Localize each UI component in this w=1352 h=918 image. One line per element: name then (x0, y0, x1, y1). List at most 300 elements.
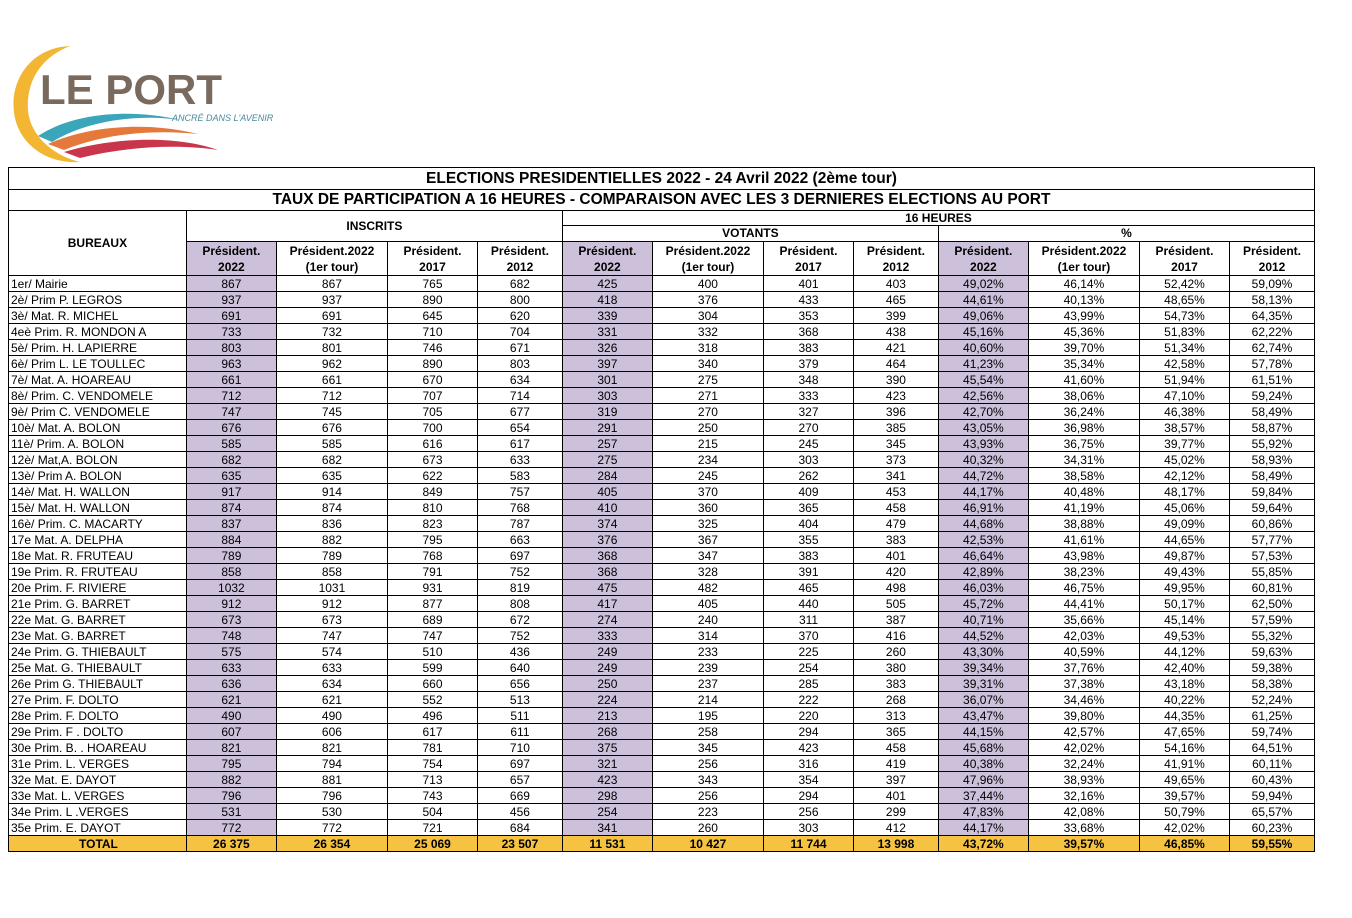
table-cell: 963 (186, 356, 276, 372)
table-cell: 733 (186, 324, 276, 340)
table-cell: 49,43% (1140, 564, 1230, 580)
table-cell: 433 (764, 292, 854, 308)
table-cell: 11 531 (562, 836, 652, 852)
bureau-name: 8è/ Prim. C. VENDOMELE (9, 388, 187, 404)
table-cell: 621 (276, 692, 387, 708)
table-cell: 26 375 (186, 836, 276, 852)
table-cell: 61,51% (1229, 372, 1314, 388)
table-cell: 752 (477, 564, 562, 580)
table-cell: 62,50% (1229, 596, 1314, 612)
table-cell: 721 (388, 820, 478, 836)
table-row (9, 356, 1315, 372)
table-cell: 796 (186, 788, 276, 804)
table-cell: 38,57% (1140, 420, 1230, 436)
table-cell: 795 (186, 756, 276, 772)
table-cell: 65,57% (1229, 804, 1314, 820)
table-cell: 59,38% (1229, 660, 1314, 676)
table-cell: 383 (764, 548, 854, 564)
table-cell: 50,79% (1140, 804, 1230, 820)
table-cell: 285 (764, 676, 854, 692)
table-cell: 423 (853, 388, 938, 404)
column-header-line2: 2022 (594, 259, 621, 274)
table-cell: 458 (853, 500, 938, 516)
table-cell: 250 (562, 676, 652, 692)
column-header (1229, 242, 1314, 276)
table-cell: 51,94% (1140, 372, 1230, 388)
table-cell: 819 (477, 580, 562, 596)
table-cell: 59,84% (1229, 484, 1314, 500)
table-cell: 256 (764, 804, 854, 820)
table-cell: 616 (388, 436, 478, 452)
column-header-line2: 2012 (1258, 259, 1286, 274)
table-cell: 343 (652, 772, 763, 788)
table-cell: 496 (388, 708, 478, 724)
table-cell: 49,95% (1140, 580, 1230, 596)
table-cell: 220 (764, 708, 854, 724)
table-cell: 224 (562, 692, 652, 708)
table-cell: 61,25% (1229, 708, 1314, 724)
table-cell: 1031 (276, 580, 387, 596)
table-cell: 345 (853, 436, 938, 452)
table-cell: 673 (388, 452, 478, 468)
table-cell: 332 (652, 324, 763, 340)
table-cell: 423 (764, 740, 854, 756)
table-cell: 294 (764, 724, 854, 740)
table-cell: 874 (186, 500, 276, 516)
table-cell: 380 (853, 660, 938, 676)
table-cell: 405 (652, 596, 763, 612)
table-cell: 383 (764, 340, 854, 356)
table-cell: 401 (764, 276, 854, 292)
table-cell: 34,31% (1028, 452, 1139, 468)
table-cell: 294 (764, 788, 854, 804)
table-cell: 633 (186, 660, 276, 676)
table-row (9, 612, 1315, 628)
table-cell: 881 (276, 772, 387, 788)
table-cell: 677 (477, 404, 562, 420)
table-cell: 37,38% (1028, 676, 1139, 692)
table-cell: 669 (477, 788, 562, 804)
table-cell: 45,14% (1140, 612, 1230, 628)
table-cell: 682 (186, 452, 276, 468)
bureau-name: 4eè Prim. R. MONDON A (9, 324, 187, 340)
table-cell: 375 (562, 740, 652, 756)
column-header-line2: 2012 (506, 259, 534, 274)
table-cell: 511 (477, 708, 562, 724)
table-cell: 45,36% (1028, 324, 1139, 340)
table-cell: 823 (388, 516, 478, 532)
table-cell: 676 (186, 420, 276, 436)
table-cell: 620 (477, 308, 562, 324)
bureau-name: 27e Prim. F. DOLTO (9, 692, 187, 708)
table-cell: 46,85% (1140, 836, 1230, 852)
table-cell: 44,35% (1140, 708, 1230, 724)
table-cell: 663 (477, 532, 562, 548)
table-cell: 383 (853, 532, 938, 548)
bureau-name: 25e Mat. G. THIEBAULT (9, 660, 187, 676)
table-cell: 40,71% (938, 612, 1028, 628)
table-cell: 270 (652, 404, 763, 420)
bureau-name: 11è/ Prim. A. BOLON (9, 436, 187, 452)
table-cell: 41,91% (1140, 756, 1230, 772)
table-cell: 42,02% (1140, 820, 1230, 836)
table-cell: 213 (562, 708, 652, 724)
table-cell: 35,34% (1028, 356, 1139, 372)
table-cell: 420 (853, 564, 938, 580)
column-header (652, 242, 763, 276)
column-header-line2: (1er tour) (305, 259, 359, 274)
table-cell: 313 (853, 708, 938, 724)
bureau-name: 10è/ Mat. A. BOLON (9, 420, 187, 436)
table-cell: 59,24% (1229, 388, 1314, 404)
table-subtitle: TAUX DE PARTICIPATION A 16 HEURES - COMPARAISON AVEC LES 3 DERNIERES ELECTIONS AU PORT (9, 190, 1315, 211)
column-header (186, 242, 276, 276)
table-cell: 57,59% (1229, 612, 1314, 628)
table-cell: 743 (388, 788, 478, 804)
table-cell: 44,61% (938, 292, 1028, 308)
table-row (9, 500, 1315, 516)
table-cell: 440 (764, 596, 854, 612)
table-cell: 40,59% (1028, 644, 1139, 660)
table-cell: 713 (388, 772, 478, 788)
table-cell: 370 (652, 484, 763, 500)
table-row (9, 596, 1315, 612)
table-cell: 268 (853, 692, 938, 708)
table-row (9, 644, 1315, 660)
table-cell: 42,53% (938, 532, 1028, 548)
table-cell: 239 (652, 660, 763, 676)
table-cell: 32,24% (1028, 756, 1139, 772)
table-row (9, 820, 1315, 836)
table-cell: 42,89% (938, 564, 1028, 580)
table-cell: 704 (477, 324, 562, 340)
table-cell: 795 (388, 532, 478, 548)
table-cell: 64,35% (1229, 308, 1314, 324)
table-row (9, 756, 1315, 772)
table-cell: 222 (764, 692, 854, 708)
table-cell: 376 (652, 292, 763, 308)
table-cell: 498 (853, 580, 938, 596)
bureau-name: 33e Mat. L. VERGES (9, 788, 187, 804)
table-cell: 49,06% (938, 308, 1028, 324)
table-cell: 32,16% (1028, 788, 1139, 804)
table-cell: 465 (764, 580, 854, 596)
logo-text: LE PORT (40, 66, 223, 113)
bureau-name: TOTAL (9, 836, 187, 852)
table-cell: 634 (276, 676, 387, 692)
header-bureaux: BUREAUX (9, 211, 187, 276)
table-cell: 303 (562, 388, 652, 404)
table-cell: 882 (276, 532, 387, 548)
table-cell: 47,10% (1140, 388, 1230, 404)
table-cell: 660 (388, 676, 478, 692)
table-cell: 1032 (186, 580, 276, 596)
table-cell: 671 (477, 340, 562, 356)
table-cell: 453 (853, 484, 938, 500)
table-cell: 36,75% (1028, 436, 1139, 452)
table-cell: 46,03% (938, 580, 1028, 596)
table-cell: 333 (562, 628, 652, 644)
table-row (9, 724, 1315, 740)
table-row (9, 324, 1315, 340)
header-votants: VOTANTS (562, 226, 938, 242)
table-cell: 57,53% (1229, 548, 1314, 564)
table-cell: 38,23% (1028, 564, 1139, 580)
table-cell: 321 (562, 756, 652, 772)
table-cell: 40,38% (938, 756, 1028, 772)
table-cell: 245 (764, 436, 854, 452)
table-cell: 256 (652, 756, 763, 772)
table-cell: 36,98% (1028, 420, 1139, 436)
table-cell: 656 (477, 676, 562, 692)
table-cell: 803 (477, 356, 562, 372)
table-cell: 284 (562, 468, 652, 484)
table-cell: 640 (477, 660, 562, 676)
table-cell: 931 (388, 580, 478, 596)
table-cell: 747 (388, 628, 478, 644)
table-cell: 617 (388, 724, 478, 740)
table-cell: 43,30% (938, 644, 1028, 660)
table-cell: 36,24% (1028, 404, 1139, 420)
table-cell: 59,64% (1229, 500, 1314, 516)
bureau-name: 13è/ Prim A. BOLON (9, 468, 187, 484)
table-cell: 42,58% (1140, 356, 1230, 372)
logo-tagline: ANCRÉ DANS L'AVENIR (172, 113, 274, 123)
table-cell: 57,77% (1229, 532, 1314, 548)
bureau-name: 15è/ Mat. H. WALLON (9, 500, 187, 516)
table-cell: 62,74% (1229, 340, 1314, 356)
table-cell: 39,77% (1140, 436, 1230, 452)
table-cell: 365 (764, 500, 854, 516)
table-cell: 781 (388, 740, 478, 756)
table-cell: 387 (853, 612, 938, 628)
table-cell: 254 (562, 804, 652, 820)
table-cell: 260 (652, 820, 763, 836)
table-cell: 46,91% (938, 500, 1028, 516)
table-cell: 877 (388, 596, 478, 612)
table-cell: 214 (652, 692, 763, 708)
table-cell: 884 (186, 532, 276, 548)
table-cell: 25 069 (388, 836, 478, 852)
table-cell: 46,14% (1028, 276, 1139, 292)
column-header-line1: Président. (578, 243, 637, 258)
table-cell: 748 (186, 628, 276, 644)
table-cell: 327 (764, 404, 854, 420)
table-cell: 44,17% (938, 484, 1028, 500)
table-cell: 574 (276, 644, 387, 660)
table-cell: 836 (276, 516, 387, 532)
column-header-line1: Président. (1155, 243, 1214, 258)
table-cell: 456 (477, 804, 562, 820)
table-cell: 58,49% (1229, 468, 1314, 484)
table-cell: 368 (562, 548, 652, 564)
table-row (9, 660, 1315, 676)
table-cell: 821 (186, 740, 276, 756)
table-cell: 333 (764, 388, 854, 404)
table-cell: 311 (764, 612, 854, 628)
bureau-name: 17e Mat. A. DELPHA (9, 532, 187, 548)
table-cell: 962 (276, 356, 387, 372)
table-cell: 237 (652, 676, 763, 692)
table-cell: 45,16% (938, 324, 1028, 340)
table-cell: 341 (853, 468, 938, 484)
table-cell: 42,03% (1028, 628, 1139, 644)
table-cell: 636 (186, 676, 276, 692)
table-cell: 705 (388, 404, 478, 420)
table-cell: 464 (853, 356, 938, 372)
table-cell: 62,22% (1229, 324, 1314, 340)
table-cell: 39,80% (1028, 708, 1139, 724)
table-cell: 417 (562, 596, 652, 612)
table-cell: 298 (562, 788, 652, 804)
table-cell: 654 (477, 420, 562, 436)
table-cell: 37,76% (1028, 660, 1139, 676)
table-cell: 787 (477, 516, 562, 532)
table-cell: 423 (562, 772, 652, 788)
table-cell: 504 (388, 804, 478, 820)
column-header (477, 242, 562, 276)
table-cell: 794 (276, 756, 387, 772)
table-cell: 684 (477, 820, 562, 836)
bureau-name: 22e Mat. G. BARRET (9, 612, 187, 628)
table-cell: 47,96% (938, 772, 1028, 788)
table-cell: 40,32% (938, 452, 1028, 468)
table-cell: 41,23% (938, 356, 1028, 372)
table-cell: 345 (652, 740, 763, 756)
table-cell: 912 (276, 596, 387, 612)
table-cell: 225 (764, 644, 854, 660)
table-cell: 270 (764, 420, 854, 436)
table-cell: 791 (388, 564, 478, 580)
table-cell: 365 (853, 724, 938, 740)
table-cell: 657 (477, 772, 562, 788)
table-row (9, 420, 1315, 436)
bureau-name: 30e Prim. B. . HOAREAU (9, 740, 187, 756)
column-header-line1: Président. (202, 243, 261, 258)
table-cell: 821 (276, 740, 387, 756)
table-cell: 672 (477, 612, 562, 628)
table-cell: 347 (652, 548, 763, 564)
table-cell: 11 744 (764, 836, 854, 852)
table-cell: 249 (562, 644, 652, 660)
table-cell: 912 (186, 596, 276, 612)
table-cell: 254 (764, 660, 854, 676)
table-cell: 368 (562, 564, 652, 580)
table-cell: 867 (276, 276, 387, 292)
table-cell: 40,48% (1028, 484, 1139, 500)
results-table (8, 167, 1315, 852)
table-cell: 531 (186, 804, 276, 820)
column-header-line2: 2022 (970, 259, 997, 274)
bureau-name: 1er/ Mairie (9, 276, 187, 292)
table-cell: 575 (186, 644, 276, 660)
table-row (9, 372, 1315, 388)
table-cell: 59,63% (1229, 644, 1314, 660)
column-header-line1: Président. (866, 243, 925, 258)
table-cell: 49,65% (1140, 772, 1230, 788)
table-cell: 39,57% (1028, 836, 1139, 852)
table-cell: 49,87% (1140, 548, 1230, 564)
table-cell: 258 (652, 724, 763, 740)
table-cell: 752 (477, 628, 562, 644)
table-cell: 303 (764, 452, 854, 468)
table-row (9, 708, 1315, 724)
table-cell: 353 (764, 308, 854, 324)
table-cell: 482 (652, 580, 763, 596)
bureau-name: 14è/ Mat. H. WALLON (9, 484, 187, 500)
table-cell: 44,72% (938, 468, 1028, 484)
table-cell: 43,93% (938, 436, 1028, 452)
column-header (764, 242, 854, 276)
table-cell: 510 (388, 644, 478, 660)
table-cell: 42,56% (938, 388, 1028, 404)
table-cell: 51,34% (1140, 340, 1230, 356)
table-cell: 45,06% (1140, 500, 1230, 516)
table-cell: 691 (186, 308, 276, 324)
table-cell: 43,72% (938, 836, 1028, 852)
table-cell: 505 (853, 596, 938, 612)
le-port-logo (8, 40, 288, 165)
bureau-name: 32e Mat. E. DAYOT (9, 772, 187, 788)
table-cell: 331 (562, 324, 652, 340)
bureau-name: 9è/ Prim C. VENDOMELE (9, 404, 187, 420)
table-cell: 633 (276, 660, 387, 676)
table-cell: 700 (388, 420, 478, 436)
table-cell: 383 (853, 676, 938, 692)
table-cell: 622 (388, 468, 478, 484)
table-cell: 43,98% (1028, 548, 1139, 564)
table-cell: 800 (477, 292, 562, 308)
table-cell: 661 (186, 372, 276, 388)
column-header (388, 242, 478, 276)
table-cell: 40,60% (938, 340, 1028, 356)
table-cell: 757 (477, 484, 562, 500)
column-header (562, 242, 652, 276)
table-cell: 46,38% (1140, 404, 1230, 420)
table-cell: 405 (562, 484, 652, 500)
column-header-line1: Président. (403, 243, 462, 258)
table-cell: 400 (652, 276, 763, 292)
table-cell: 47,83% (938, 804, 1028, 820)
table-cell: 412 (853, 820, 938, 836)
column-header-line1: Président. (779, 243, 838, 258)
table-cell: 318 (652, 340, 763, 356)
table-cell: 256 (652, 788, 763, 804)
table-cell: 416 (853, 628, 938, 644)
table-cell: 274 (562, 612, 652, 628)
table-cell: 673 (276, 612, 387, 628)
table-cell: 240 (652, 612, 763, 628)
table-cell: 275 (562, 452, 652, 468)
table-cell: 303 (764, 820, 854, 836)
logo-graphic (8, 40, 288, 165)
table-cell: 396 (853, 404, 938, 420)
table-cell: 754 (388, 756, 478, 772)
table-cell: 682 (276, 452, 387, 468)
bureau-name: 20e Prim. F. RIVIERE (9, 580, 187, 596)
column-header-line1: Président.2022 (665, 243, 751, 258)
table-row (9, 580, 1315, 596)
table-cell: 58,13% (1229, 292, 1314, 308)
table-cell: 374 (562, 516, 652, 532)
table-cell: 42,08% (1028, 804, 1139, 820)
table-cell: 38,93% (1028, 772, 1139, 788)
table-cell: 391 (764, 564, 854, 580)
table-cell: 55,92% (1229, 436, 1314, 452)
bureau-name: 7è/ Mat. A. HOAREAU (9, 372, 187, 388)
table-cell: 635 (276, 468, 387, 484)
table-cell: 44,52% (938, 628, 1028, 644)
